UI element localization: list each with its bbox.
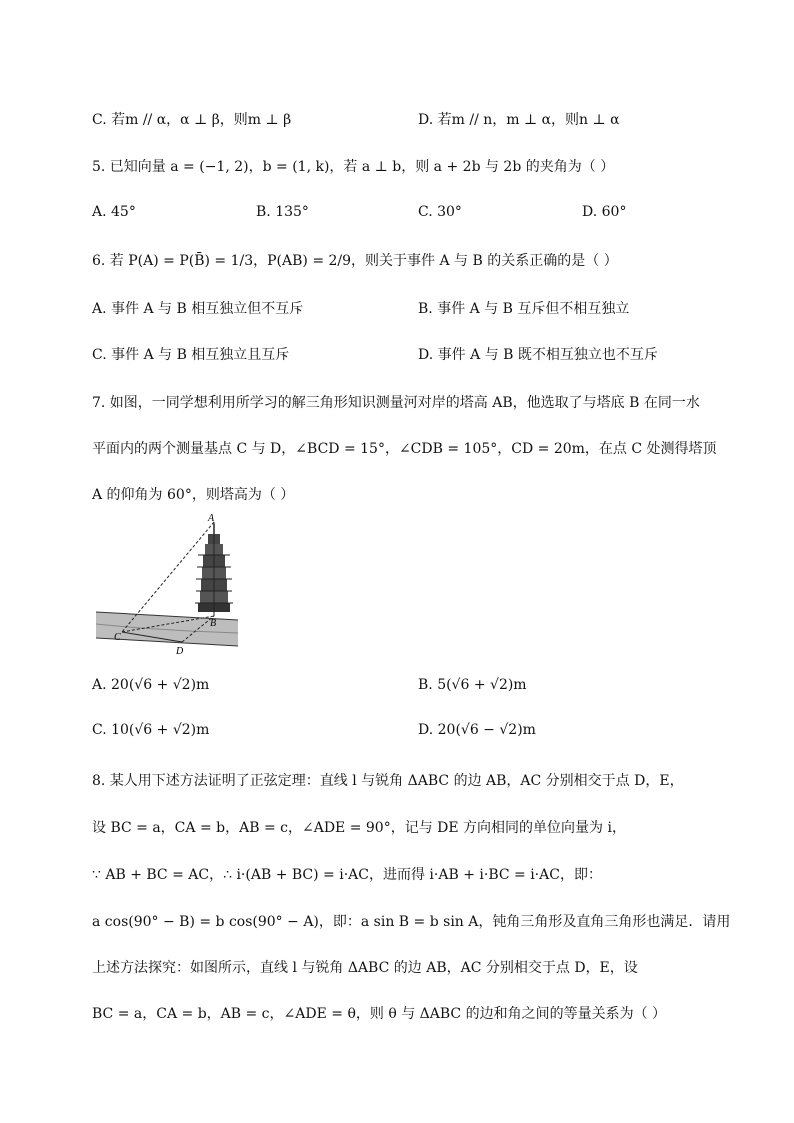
q4-option-c: C. 若m // α，α ⊥ β，则m ⊥ β	[92, 112, 292, 128]
fig-label-c: C	[114, 632, 121, 643]
tower-figure	[92, 512, 242, 660]
q7-option-b: B. 5(√6 + √2)m	[418, 677, 527, 693]
q7-stem-line1: 7. 如图，一同学想利用所学习的解三角形知识测量河对岸的塔高 AB，他选取了与塔底 B 在同一水	[92, 395, 700, 411]
q7-option-d: D. 20(√6 − √2)m	[418, 722, 536, 738]
q5-option-d: D. 60°	[582, 204, 627, 220]
q8-stem-line4: a cos(90° − B) = b cos(90° − A)，即：a sin B = b sin A，钝角三角形及直角三角形也满足．请用	[92, 914, 731, 930]
q7-option-a: A. 20(√6 + √2)m	[92, 677, 210, 693]
q8-stem-line5: 上述方法探究：如图所示，直线 l 与锐角 ΔABC 的边 AB，AC 分别相交于点 D，E，设	[92, 960, 638, 976]
q5-option-b: B. 135°	[256, 204, 309, 220]
q6-option-b: B. 事件 A 与 B 互斥但不相互独立	[418, 301, 630, 317]
q4-option-d: D. 若m // n，m ⊥ α，则n ⊥ α	[418, 112, 620, 128]
q5-option-a: A. 45°	[92, 204, 136, 220]
q7-stem-line3: A 的仰角为 60°，则塔高为（ ）	[92, 487, 295, 503]
q6-stem: 6. 若 P(A) = P(B̄) = 1/3，P(AB) = 2/9，则关于事件 A 与 B 的关系正确的是（ ）	[92, 253, 618, 269]
fig-label-a: A	[208, 513, 215, 524]
q7-stem-line2: 平面内的两个测量基点 C 与 D，∠BCD = 15°，∠CDB = 105°，CD = 20m，在点 C 处测得塔顶	[92, 441, 717, 457]
q6-option-d: D. 事件 A 与 B 既不相互独立也不互斥	[418, 347, 658, 363]
q7-option-c: C. 10(√6 + √2)m	[92, 722, 210, 738]
q8-stem-line2: 设 BC = a，CA = b，AB = c，∠ADE = 90°，记与 DE 方向相同的单位向量为 i，	[92, 820, 626, 836]
q6-option-a: A. 事件 A 与 B 相互独立但不互斥	[92, 301, 304, 317]
q8-stem-line1: 8. 某人用下述方法证明了正弦定理：直线 l 与锐角 ΔABC 的边 AB，AC 分别相交于点 D，E，	[92, 773, 684, 789]
q8-stem-line3: ∵ AB + BC = AC，∴ i·(AB + BC) = i·AC，进而得 i·AB + i·BC = i·AC，即：	[92, 867, 602, 883]
fig-label-b: B	[210, 618, 217, 629]
q8-stem-line6: BC = a，CA = b，AB = c，∠ADE = θ，则 θ 与 ΔABC 的边和角之间的等量关系为（ ）	[92, 1006, 667, 1022]
q5-option-c: C. 30°	[418, 204, 462, 220]
q5-stem: 5. 已知向量 a = (−1, 2)，b = (1, k)，若 a ⊥ b，则 a + 2b 与 2b 的夹角为（ ）	[92, 159, 615, 175]
fig-label-d: D	[176, 646, 184, 657]
q6-option-c: C. 事件 A 与 B 相互独立且互斥	[92, 347, 290, 363]
